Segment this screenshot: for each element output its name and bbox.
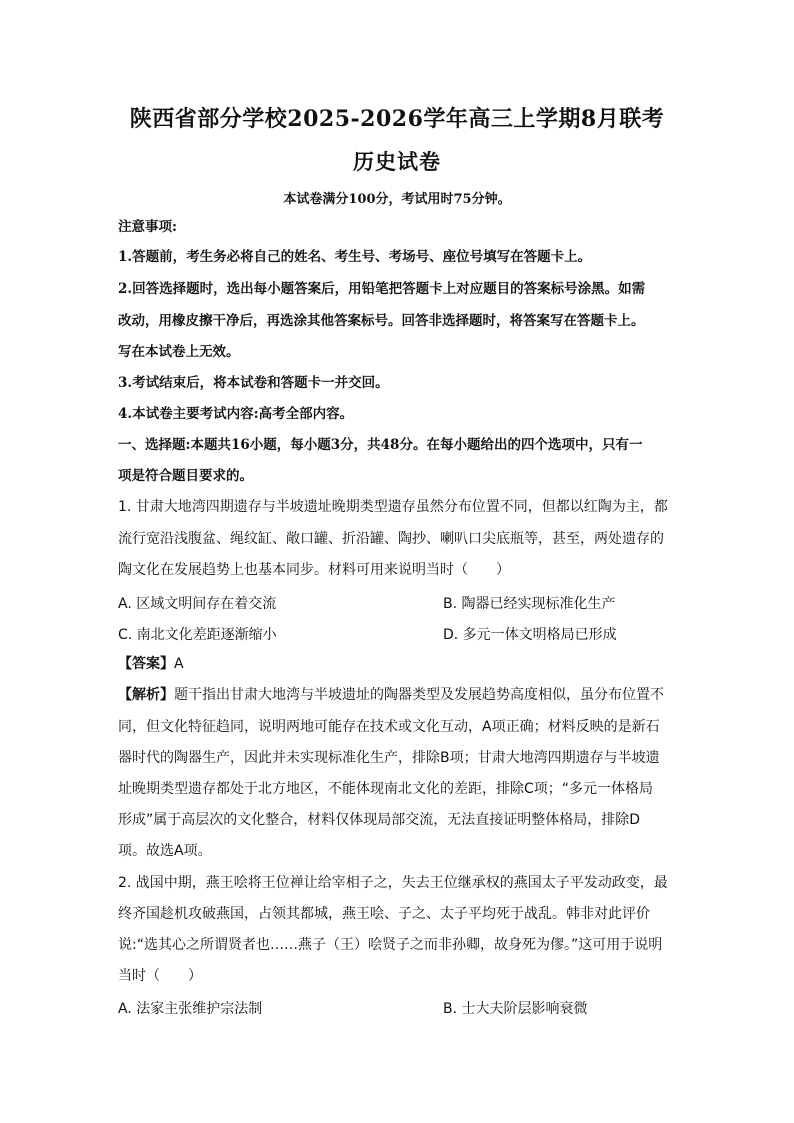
analysis-tag: 【解析】 [118, 687, 174, 703]
section-heading-cont: 项是符合题目要求的。 [118, 468, 253, 484]
q1-option-a: A. 区域文明间存在着交流 [118, 596, 277, 612]
notice-item: 3.考试结束后，将本试卷和答题卡一并交回。 [118, 375, 389, 391]
exam-subject: 历史试卷 [353, 149, 441, 174]
q1-option-d: D. 多元一体文明格局已形成 [443, 627, 617, 643]
answer-value: A [174, 656, 184, 672]
q1-stem-line: 1. 甘肃大地湾四期遗存与半坡遗址晚期类型遗存虽然分布位置不同，但都以红陶为主，都 [118, 499, 668, 515]
q1-analysis-line: 同，但文化特征趋同，说明两地可能存在技术或文化互动，A项正确；材料反映的是新石 [118, 719, 660, 735]
q2-option-b: B. 士大夫阶层影响衰微 [443, 1001, 588, 1017]
q1-answer [118, 655, 678, 673]
notice-item: 写在本试卷上无效。 [118, 344, 240, 360]
q1-analysis-line: 器时代的陶器生产，因此并未实现标准化生产，排除B项；甘肃大地湾四期遗存与半坡遗 [118, 750, 660, 766]
analysis-text: 题干指出甘肃大地湾与半坡遗址的陶器类型及发展趋势高度相似，虽分布位置不 [174, 687, 664, 703]
q1-stem-line: 陶文化在发展趋势上也基本同步。材料可用来说明当时（ ） [118, 562, 510, 578]
exam-title: 陕西省部分学校2025-2026学年高三上学期8月联考 [129, 106, 665, 132]
q1-analysis-line: 形成”属于高层次的文化整合，材料仅体现局部交流，无法直接证明整体格局，排除D [118, 812, 641, 828]
section-heading: 一、选择题:本题共16小题，每小题3分，共48分。在每小题给出的四个选项中，只有一 [118, 437, 643, 453]
q1-analysis-line [118, 686, 678, 704]
q1-stem-line: 流行宽沿浅腹盆、绳纹缸、敞口罐、折沿罐、陶抄、喇叭口尖底瓶等，甚至，两处遗存的 [118, 531, 664, 547]
q2-option-a: A. 法家主张维护宗法制 [118, 1001, 263, 1017]
notice-item: 4.本试卷主要考试内容:高考全部内容。 [118, 406, 354, 422]
q2-stem-line: 终齐国趁机攻破燕国，占领其都城，燕王哙、子之、太子平均死于战乱。韩非对此评价 [118, 906, 650, 922]
exam-time-note: 本试卷满分100分，考试用时75分钟。 [283, 192, 511, 207]
q1-analysis-line: 项。故选A项。 [118, 843, 212, 859]
notice-item: 改动，用橡皮擦干净后，再选涂其他答案标号。回答非选择题时，将答案写在答题卡上。 [118, 313, 645, 329]
notice-item: 1.答题前，考生务必将自己的姓名、考生号、考场号、座位号填写在答题卡上。 [118, 249, 592, 265]
q2-stem-line: 说:“选其心之所谓贤者也……燕子（王）哙贤子之而非孙卿，故身死为僇。”这可用于说明 [118, 937, 663, 953]
q1-option-c: C. 南北文化差距逐渐缩小 [118, 627, 277, 643]
notice-heading: 注意事项: [118, 219, 177, 235]
q1-analysis-line: 址晚期类型遗存都处于北方地区，不能体现南北文化的差距，排除C项；“多元一体格局 [118, 781, 654, 797]
answer-tag: 【答案】 [118, 656, 174, 672]
q2-stem-line: 2. 战国中期，燕王哙将王位禅让给宰相子之，失去王位继承权的燕国太子平发动政变，最 [118, 875, 668, 891]
q1-option-b: B. 陶器已经实现标准化生产 [443, 596, 616, 612]
q2-stem-line: 当时（ ） [118, 968, 202, 984]
notice-item: 2.回答选择题时，选出每小题答案后，用铅笔把答题卡上对应题目的答案标号涂黑。如需 [118, 281, 646, 297]
